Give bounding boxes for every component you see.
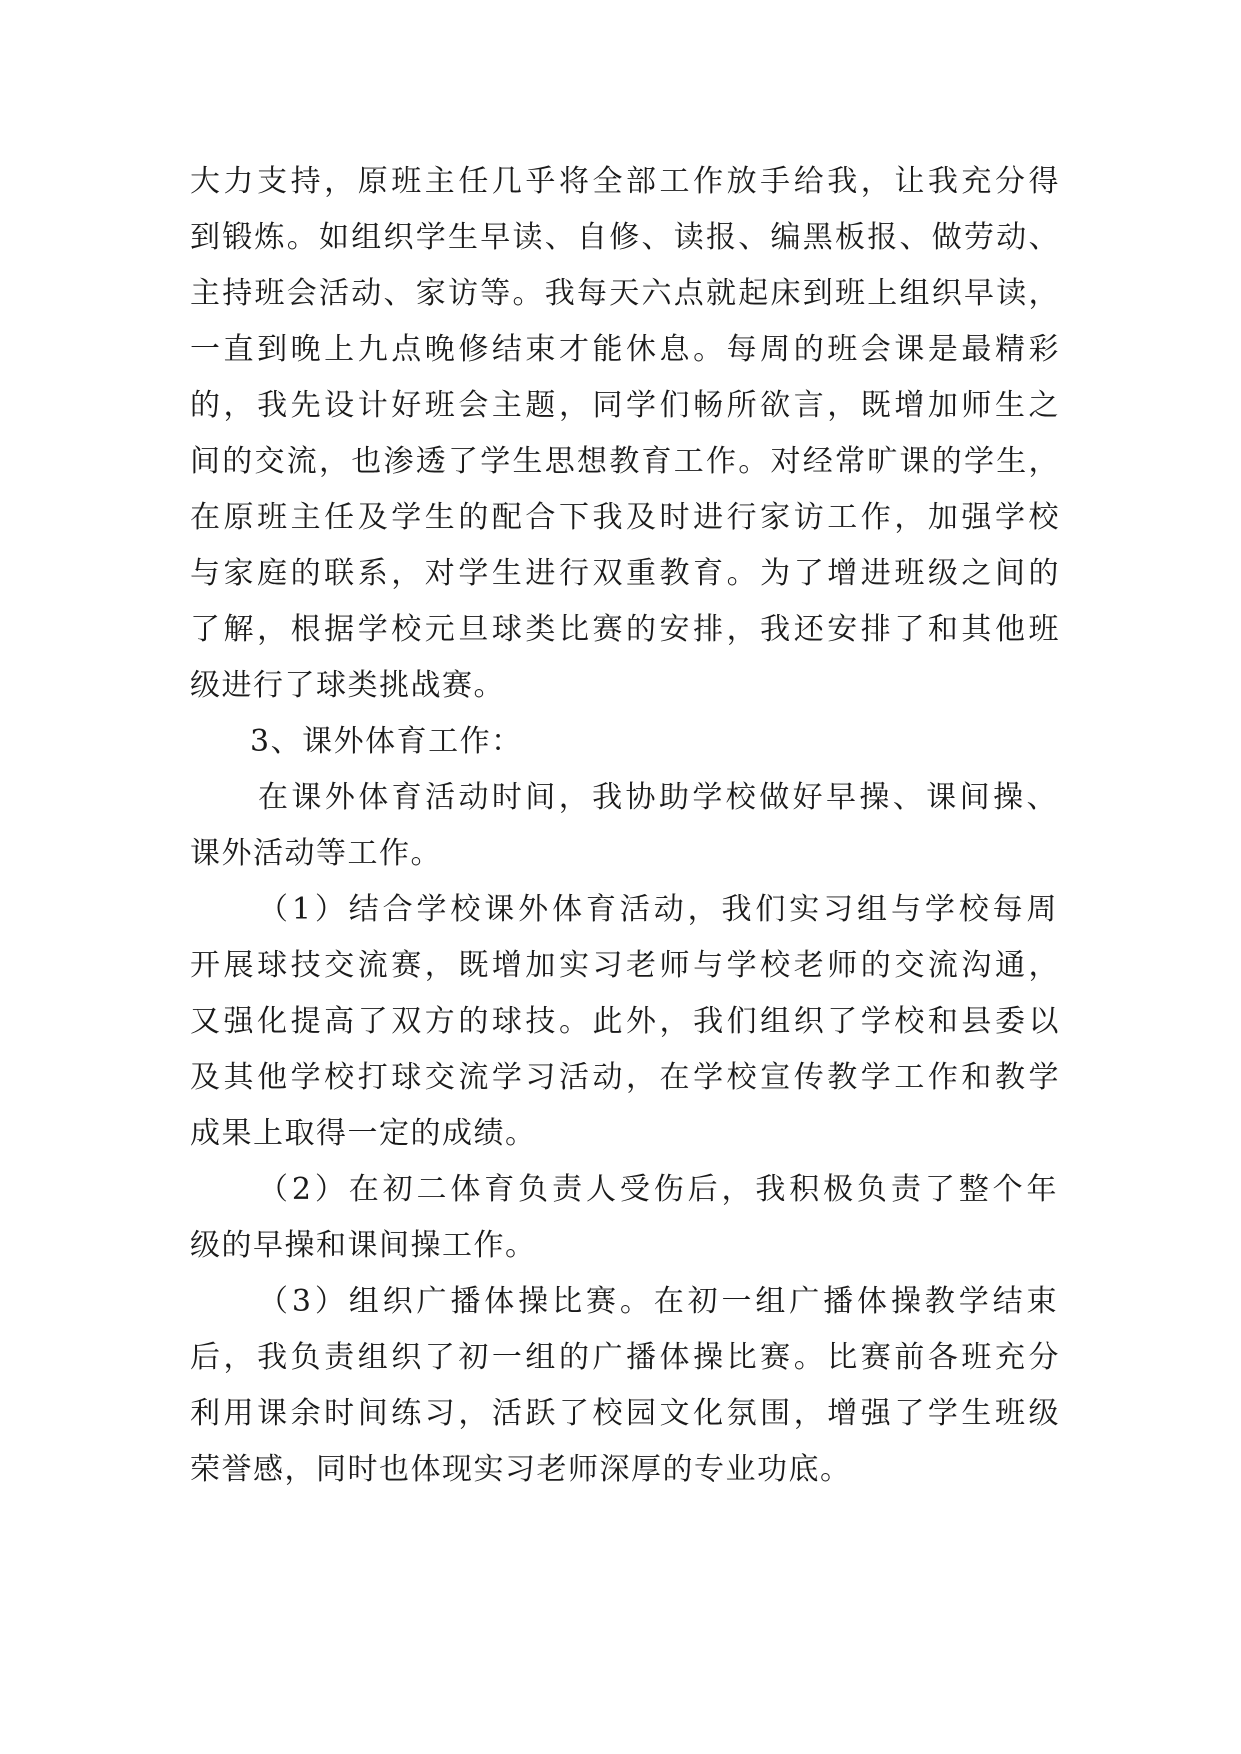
text-line: 在原班主任及学生的配合下我及时进行家访工作，加强学校 [190,500,1060,535]
text-line: 间的交流，也渗透了学生思想教育工作。对经常旷课的学生， [190,444,1060,479]
text-line: 后，我负责组织了初一组的广播体操比赛。比赛前各班充分 [190,1340,1060,1375]
text-line: 的，我先设计好班会主题，同学们畅所欲言，既增加师生之 [190,388,1060,423]
text-line: 一直到晚上九点晚修结束才能休息。每周的班会课是最精彩 [190,332,1060,367]
list-item-3-first-line: （3）组织广播体操比赛。在初一组广播体操教学结束 [258,1284,1058,1319]
text-line: 级的早操和课间操工作。 [190,1228,537,1263]
text-line: 了解，根据学校元旦球类比赛的安排，我还安排了和其他班 [190,612,1060,647]
list-item-1-first-line: （1）结合学校课外体育活动，我们实习组与学校每周 [258,892,1058,927]
paragraph-first-line: 在课外体育活动时间，我协助学校做好早操、课间操、 [258,780,1058,815]
text-line: 荣誉感，同时也体现实习老师深厚的专业功底。 [190,1452,852,1487]
text-line: 到锻炼。如组织学生早读、自修、读报、编黑板报、做劳动、 [190,220,1060,255]
text-line: 利用课余时间练习，活跃了校园文化氛围，增强了学生班级 [190,1396,1060,1431]
text-line: 级进行了球类挑战赛。 [190,668,505,703]
text-line: 与家庭的联系，对学生进行双重教育。为了增进班级之间的 [190,556,1060,591]
text-line: 主持班会活动、家访等。我每天六点就起床到班上组织早读， [190,276,1060,311]
text-line: 及其他学校打球交流学习活动，在学校宣传教学工作和教学 [190,1060,1060,1095]
text-line: 开展球技交流赛，既增加实习老师与学校老师的交流沟通， [190,948,1060,983]
section-heading: 3、课外体育工作： [250,724,523,759]
text-line: 又强化提高了双方的球技。此外，我们组织了学校和县委以 [190,1004,1060,1039]
text-line: 成果上取得一定的成绩。 [190,1116,537,1151]
text-line: 课外活动等工作。 [190,836,442,871]
text-line: 大力支持，原班主任几乎将全部工作放手给我，让我充分得 [190,164,1060,199]
list-item-2-first-line: （2）在初二体育负责人受伤后，我积极负责了整个年 [258,1172,1058,1207]
